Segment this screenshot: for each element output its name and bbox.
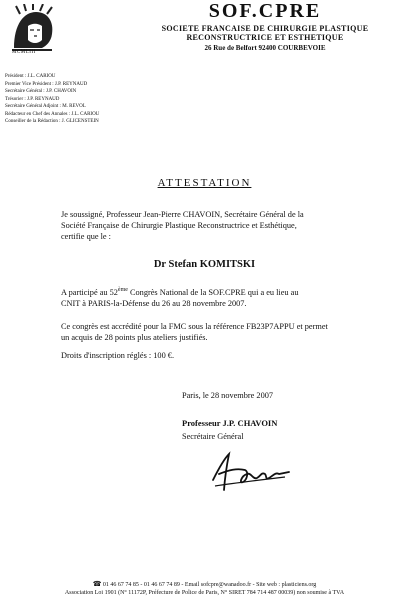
participation-prefix: A participé au 52 (61, 287, 118, 297)
accreditation-line: Ce congrès est accrédité pour la FMC sous la référence FB23P7APPU et permet (61, 322, 328, 331)
organization-fullname-line1: SOCIETE FRANCAISE DE CHIRURGIE PLASTIQUE (161, 24, 369, 33)
footer-contact (0, 580, 409, 588)
officer-item: Président : J.L. CARIOU (5, 74, 56, 79)
officer-item: Premier Vice Président : J.P. REYNAUD (5, 81, 88, 87)
participation-line: CNIT à PARIS-la-Défense du 26 au 28 novembre 2007. (61, 298, 247, 308)
participation-line (61, 285, 381, 298)
officers-list (5, 73, 145, 126)
participation-paragraph (61, 285, 381, 309)
ordinal-superscript: ème (117, 287, 128, 293)
intro-line: certifie que le : (61, 232, 111, 241)
officer-item: Trésorier : J.P. REYNAUD (5, 96, 60, 102)
officer-item: Conseiller de la Rédaction : J. GLICENSTEIN (5, 119, 99, 124)
officer-item: Secrétaire Général Adjoint : M. REVOL (5, 104, 86, 109)
document-title-text: ATTESTATION (157, 177, 252, 189)
signer-name: Professeur J.P. CHAVOIN (182, 418, 278, 428)
signer-role: Secrétaire Général (182, 432, 244, 441)
document-title (0, 177, 409, 189)
telephone-icon: ☎ (92, 580, 102, 588)
accreditation-line: un acquis de 28 points plus ateliers justifiés. (61, 333, 208, 342)
intro-paragraph (61, 209, 381, 242)
place-and-date: Paris, le 28 novembre 2007 (182, 391, 274, 400)
participation-rest: Congrès National de la SOF.CPRE qui a eu lieu au (127, 287, 299, 297)
society-logo-icon (6, 4, 58, 56)
intro-line: Société Française de Chirurgie Plastique Reconstructrice et Esthétique, (61, 221, 297, 230)
organization-fullname-line2: RECONSTRUCTRICE ET ESTHETIQUE (186, 33, 344, 42)
fees-line: Droits d'inscription réglés : 100 €. (61, 351, 175, 360)
officer-item: Rédacteur en Chef des Annales : J.L. CARIOU (5, 111, 100, 117)
organization-address: 26 Rue de Belfort 92400 COURBEVOIE (204, 44, 326, 52)
accreditation-paragraph (61, 321, 381, 343)
handwritten-signature (205, 450, 295, 495)
recipient-name: Dr Stefan KOMITSKI (153, 259, 256, 270)
logo-caption: MCMLIII (12, 50, 36, 55)
intro-line: Je soussigné, Professeur Jean-Pierre CHAVOIN, Secrétaire Général de la (61, 210, 304, 219)
officer-item: Secrétaire Général : J.P. CHAVOIN (5, 89, 77, 94)
footer-legal: Association Loi 1901 (N° 11172P, Préfecture de Police de Paris, N° SIRET 784 714 487 00039) non soumise à TVA (64, 590, 345, 596)
organization-name: SOF.CPRE (208, 0, 322, 22)
footer-contact-text: 01 46 67 74 85 - 01 46 67 74 89 - Email sofcpre@wanadoo.fr - Site web : plasticiens.org (102, 582, 317, 588)
